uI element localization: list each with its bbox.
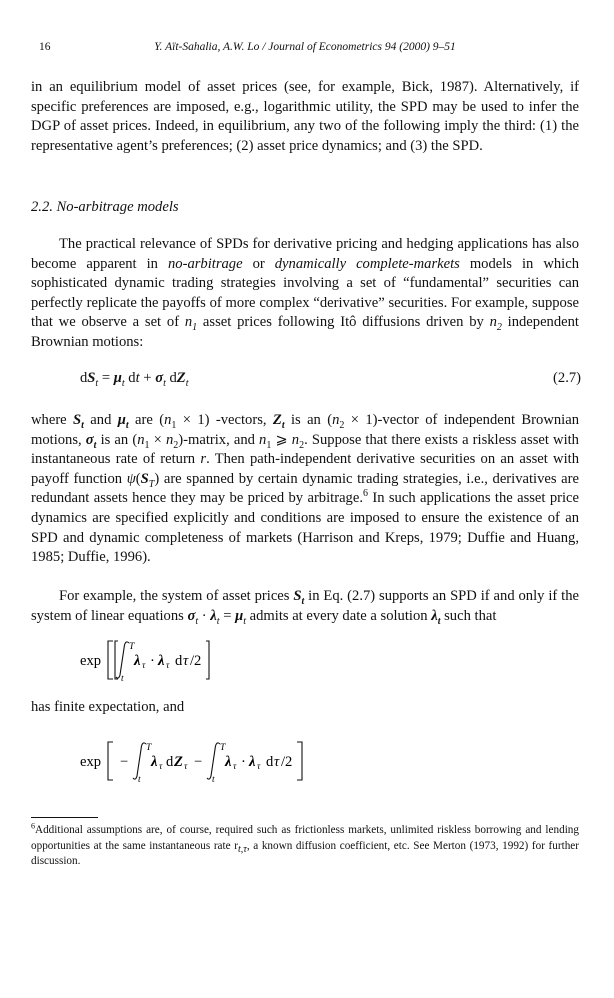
paragraph-text: has finite expectation, and bbox=[31, 699, 185, 715]
text: asset prices following Itô diffusions driven by bbox=[197, 314, 490, 331]
emphasis-complete-markets: dynamically complete-markets bbox=[274, 255, 460, 272]
svg-text:d: d bbox=[175, 653, 183, 669]
footnote-text: Additional assumptions are, of course, required such as frictionless markets, unlimited riskless borrowing and lending opportunities at the same instantaneous rate r bbox=[31, 824, 579, 852]
footnote-subscript: t,τ bbox=[237, 843, 247, 855]
text: -vectors, bbox=[209, 412, 273, 428]
paragraph-equilibrium bbox=[31, 78, 579, 156]
math-dim: $(n_1 \times 1)$ bbox=[159, 412, 210, 431]
section-title: 2.2. No-arbitrage models bbox=[31, 199, 179, 215]
math-S: $S_t$ bbox=[293, 588, 305, 607]
svg-text:τ: τ bbox=[184, 762, 188, 772]
equation-body: $dS_t = \mu_t$ dt + $\sigma_t$ $dZ_t$ bbox=[80, 370, 189, 389]
text: For example, the system of asset prices bbox=[59, 588, 294, 604]
footnote-mark: 6 bbox=[31, 821, 35, 831]
equation-number: (2.7) bbox=[553, 370, 581, 386]
math-sigma: $\sigma_t$ bbox=[85, 431, 97, 451]
footnote-text-end: , a known diffusion coefficient, etc. See Merton (1973, 1992) for further discussion. bbox=[31, 839, 579, 868]
page-number: 16 bbox=[39, 41, 51, 53]
svg-text:λ: λ bbox=[249, 754, 256, 770]
text: models in which sophisticated dynamic trading strategies involving a set of “fundamental” securities can perfectly replicate the payoffs of more complex “derivative” securities. For example, suppose that we observe a set of bbox=[31, 255, 579, 331]
svg-text:−: − bbox=[194, 754, 203, 770]
equation-2-7 bbox=[0, 366, 614, 390]
svg-text:/2: /2 bbox=[190, 653, 202, 669]
svg-text:−: − bbox=[120, 754, 129, 770]
display-equation-2 bbox=[80, 738, 340, 789]
paragraph-text: in an equilibrium model of asset prices (see, for example, Bick, 1987). Alternatively, if specific preferences are imposed, e.g., logarithmic utility, the SPD may be used to infer the DGP of asset prices. Indeed, in equilibrium, any two of the following imply the third: (1) the representative agent’s preferences; (2) asset price dynamics; and (3) the SPD. bbox=[31, 79, 579, 154]
display-equation-1-svg bbox=[80, 637, 260, 683]
paragraph-spd-condition bbox=[31, 587, 579, 626]
text: -vector of independent Brownian motions, bbox=[31, 412, 579, 448]
paragraph-finite-expectation bbox=[31, 698, 579, 718]
text: in Eq. (2.7) supports an SPD if and only if the system of linear equations bbox=[31, 588, 579, 624]
math-lambda: $\lambda_t$ bbox=[431, 607, 441, 627]
math-Z: $Z_t$ bbox=[272, 412, 285, 431]
svg-text:T: T bbox=[129, 642, 135, 652]
svg-text:·: · bbox=[241, 754, 246, 770]
svg-text:t: t bbox=[121, 674, 124, 684]
svg-text:·: · bbox=[150, 653, 155, 669]
svg-text:Z: Z bbox=[174, 754, 183, 770]
math-dim: $(n_1 \times n_2)$ bbox=[132, 431, 184, 451]
display-equation-1 bbox=[80, 637, 260, 688]
display-equation-2-svg bbox=[80, 738, 340, 784]
text: is an bbox=[96, 431, 133, 448]
svg-text:t: t bbox=[138, 775, 141, 785]
math-linear-system: $\sigma_t \cdot \lambda_t = \mu_t$ bbox=[187, 607, 246, 627]
svg-text:exp: exp bbox=[80, 653, 102, 669]
text: In such applications the asset price dynamics are specified explicitly and conditions are imposed to ensure the existence of an SPD and dynamic completeness of markets (Harrison and Kreps, 1979; Duffie and Huang, 1985; Duffie, 1996). bbox=[31, 490, 579, 566]
svg-text:τ: τ bbox=[233, 762, 237, 772]
math-n1: $n_1$ bbox=[184, 314, 198, 334]
svg-text:τ: τ bbox=[159, 762, 163, 772]
text: such that bbox=[440, 607, 497, 624]
text: are spanned by certain dynamic trading strategies, i.e., derivatives are redundant assets hence they may be priced by arbitrage. bbox=[31, 470, 579, 507]
text: or bbox=[242, 255, 275, 272]
math-dim: $(n_2 \times 1)$ bbox=[327, 412, 378, 431]
text: where bbox=[31, 412, 74, 428]
math-psi: $\psi(S_T)$ bbox=[126, 470, 160, 490]
math-S: $S_t$ bbox=[73, 412, 84, 431]
text: . Suppose that there exists a riskless asset with instantaneous rate of return bbox=[31, 431, 579, 468]
svg-text:λ: λ bbox=[158, 653, 165, 669]
svg-text:τ: τ bbox=[166, 661, 170, 671]
svg-text:λ: λ bbox=[225, 754, 232, 770]
text: are bbox=[128, 412, 160, 428]
svg-text:τ: τ bbox=[274, 754, 280, 770]
svg-text:d: d bbox=[166, 754, 174, 770]
math-ineq: $n_1$ ⩾ $n_2$ bbox=[259, 431, 305, 451]
text: is an bbox=[284, 412, 328, 428]
svg-text:λ: λ bbox=[151, 754, 158, 770]
svg-text:λ: λ bbox=[134, 653, 141, 669]
text: independent Brownian motions: bbox=[31, 314, 579, 350]
running-head bbox=[31, 38, 579, 56]
footnote-rule bbox=[31, 817, 98, 818]
svg-text:T: T bbox=[220, 743, 226, 753]
svg-text:exp: exp bbox=[80, 754, 102, 770]
math-r: r bbox=[200, 451, 207, 468]
text: . Then path-independent derivative securities on an asset with payoff function bbox=[31, 451, 579, 487]
svg-text:τ: τ bbox=[257, 762, 261, 772]
footnote-ref: 6 bbox=[362, 488, 368, 500]
text: The practical relevance of SPDs for derivative pricing and hedging applications has also become apparent in bbox=[31, 236, 579, 272]
paragraph-definitions bbox=[31, 411, 579, 568]
math-n2: $n_2$ bbox=[489, 314, 502, 334]
svg-text:T: T bbox=[146, 743, 152, 753]
footnote bbox=[31, 823, 579, 870]
paragraph-no-arbitrage bbox=[31, 235, 579, 353]
svg-text:/2: /2 bbox=[281, 754, 293, 770]
svg-text:τ: τ bbox=[142, 661, 146, 671]
text: admits at every date a solution bbox=[245, 607, 432, 624]
svg-text:τ: τ bbox=[183, 653, 189, 669]
emphasis-no-arbitrage: no-arbitrage bbox=[167, 255, 243, 272]
svg-text:t: t bbox=[212, 775, 215, 785]
text: and bbox=[83, 412, 118, 428]
svg-text:d: d bbox=[266, 754, 274, 770]
text: -matrix, and bbox=[183, 431, 260, 448]
math-mu: $\mu_t$ bbox=[117, 412, 129, 431]
running-title: Y. Aït-Sahalia, A.W. Lo / Journal of Econometrics 94 (2000) 9–51 bbox=[154, 41, 456, 53]
